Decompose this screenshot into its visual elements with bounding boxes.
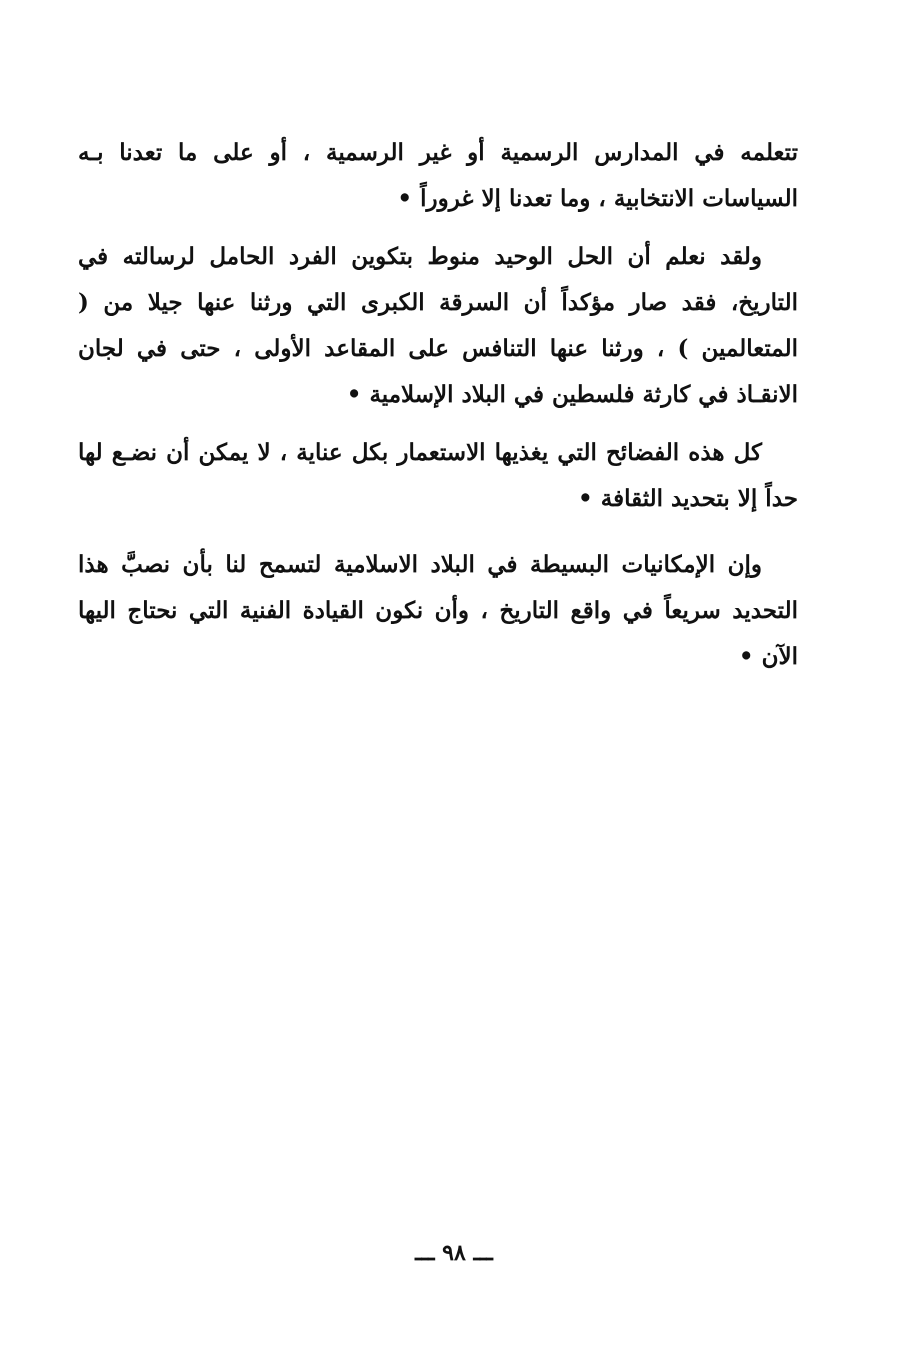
paragraph-3: كل هذه الفضائح التي يغذيها الاستعمار بكل عناية ، لا يمكن أن نضـع لها حداً إلا بتحديد الثقافة • — [78, 439, 798, 512]
body-text — [78, 130, 798, 680]
page-number: ـــ ٩٨ ـــ — [415, 1240, 493, 1266]
paragraph-1: تتعلمه في المدارس الرسمية أو غير الرسمية ، أو على ما تعدنا بـه السياسات الانتخابية ، وما تعدنا إلا غروراً • — [78, 139, 798, 212]
paragraph-4: وإن الإمكانيات البسيطة في البلاد الاسلامية لتسمح لنا بأن نصبَّ هذا التحديد سريعاً في واقع التاريخ ، وأن نكون القيادة الفنية التي نحتاج اليها الآن • — [78, 551, 798, 670]
paragraph-2: ولقد نعلم أن الحل الوحيد منوط بتكوين الفرد الحامل لرسالته في التاريخ، فقد صار مؤكداً أن السرقة الكبرى التي ورثنا عنها جيلا من ( المتعالمين ) ، ورثنا عنها التنافس على المقاعد الأولى ، حتى في لجان الانقـاذ في كارثة فلسطين في البلاد الإسلامية • — [78, 243, 798, 408]
